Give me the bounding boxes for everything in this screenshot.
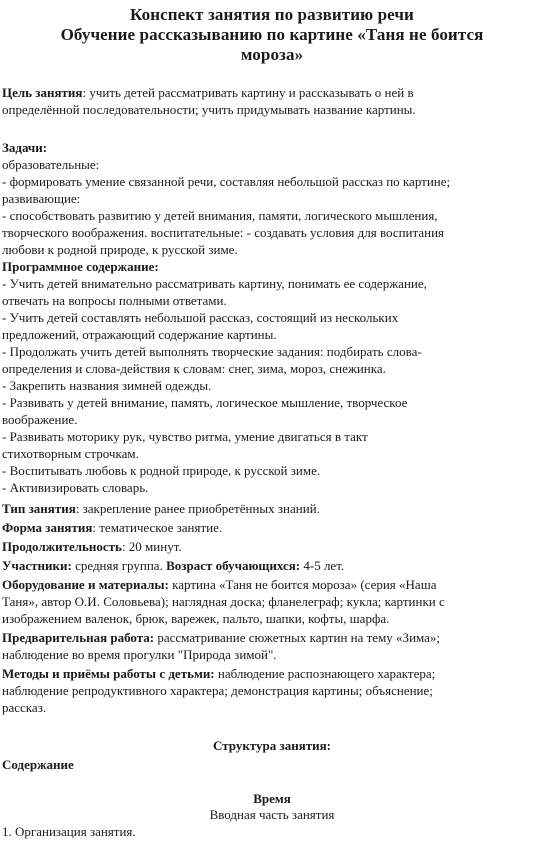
methods-label: Методы и приёмы работы с детьми: <box>2 666 215 681</box>
methods-line-2: наблюдение репродуктивного характера; демонстрация картины; объяснение; <box>2 683 433 698</box>
tasks-heading: Задачи: <box>2 140 48 155</box>
program-heading: Программное содержание: <box>2 259 159 274</box>
participants-line: Участники: средняя группа. Возраст обучающихся: 4-5 лет. <box>2 558 345 573</box>
equipment-label: Оборудование и материалы: <box>2 577 169 592</box>
program-line: - Воспитывать любовь к родной природе, к русской зиме. <box>2 463 321 478</box>
goal-label: Цель занятия <box>2 85 83 100</box>
lesson-type-line: Тип занятия: закрепление ранее приобретённых знаний. <box>2 501 320 516</box>
structure-heading: Структура занятия: <box>213 738 331 753</box>
program-line: воображение. <box>2 412 78 427</box>
program-line: определения и слова-действия к словам: снег, зима, мороз, снежинка. <box>2 361 386 376</box>
lesson-type-label: Тип занятия <box>2 501 76 516</box>
document-title-line-2: Обучение рассказыванию по картине «Таня не боится <box>60 25 484 44</box>
prep-line-1: Предварительная работа: рассматривание сюжетных картин на тему «Зима»; <box>2 630 441 645</box>
program-line: предложений, отражающий содержание картины. <box>2 327 277 342</box>
duration-line: Продолжительность: 20 минут. <box>2 539 182 554</box>
goal-line-1 <box>2 85 542 101</box>
program-line: стихотворным строчкам. <box>2 446 139 461</box>
tasks-line: развивающие: <box>2 191 81 206</box>
tasks-line: образовательные: <box>2 157 100 172</box>
prep-label: Предварительная работа: <box>2 630 155 645</box>
program-line: - Развивать моторику рук, чувство ритма, умение двигаться в такт <box>2 429 368 444</box>
program-line: - Развивать у детей внимание, память, логическое мышление, творческое <box>2 395 408 410</box>
tasks-line: - способствовать развитию у детей внимания, памяти, логического мышления, <box>2 208 438 223</box>
document-title-line-3: мороза» <box>240 45 304 64</box>
equipment-line-2: Таня», автор О.И. Соловьева); наглядная доска; фланелеграф; кукла; картинки с <box>2 594 445 609</box>
tasks-line: творческого воображения. воспитательные: - создавать условия для воспитания <box>2 225 445 240</box>
program-line: - Учить детей внимательно рассматривать картину, понимать ее содержание, <box>2 276 427 291</box>
tasks-line: любови к родной природе, к русской зиме. <box>2 242 238 257</box>
equipment-line-3: изображением валенок, брюк, варежек, пальто, шапки, кофты, шарфа. <box>2 611 390 626</box>
program-line: - Активизировать словарь. <box>2 480 149 495</box>
equipment-line-1: Оборудование и материалы: картина «Таня не боится мороза» (серия «Наша <box>2 577 437 592</box>
goal-text-1: : учить детей рассматривать картину и рассказывать о ней в <box>82 85 414 100</box>
age-label: Возраст обучающихся: <box>166 558 301 573</box>
methods-line-3: рассказ. <box>2 700 47 715</box>
goal-line-2: определённой последовательности; учить придумывать название картины. <box>2 102 416 117</box>
intro-part-label: Вводная часть занятия <box>209 807 335 822</box>
tasks-line: - формировать умение связанной речи, составляя небольшой рассказ по картине; <box>2 174 451 189</box>
program-line: - Учить детей составлять небольшой рассказ, состоящий из нескольких <box>2 310 399 325</box>
lesson-form-label: Форма занятия <box>2 520 93 535</box>
time-label: Время <box>253 791 291 806</box>
content-label: Содержание <box>2 757 74 772</box>
program-line: - Закрепить названия зимней одежды. <box>2 378 212 393</box>
prep-line-2: наблюдение во время прогулки "Природа зимой". <box>2 647 277 662</box>
lesson-form-line: Форма занятия: тематическое занятие. <box>2 520 223 535</box>
program-line: - Продолжать учить детей выполнять творческие задания: подбирать слова- <box>2 344 422 359</box>
duration-label: Продолжительность <box>2 539 122 554</box>
document-title-line-1: Конспект занятия по развитию речи <box>130 5 414 24</box>
program-line: отвечать на вопросы полными ответами. <box>2 293 227 308</box>
organization-item: 1. Организация занятия. <box>2 824 136 839</box>
methods-line-1: Методы и приёмы работы с детьми: наблюдение распознающего характера; <box>2 666 436 681</box>
participants-label: Участники: <box>2 558 72 573</box>
